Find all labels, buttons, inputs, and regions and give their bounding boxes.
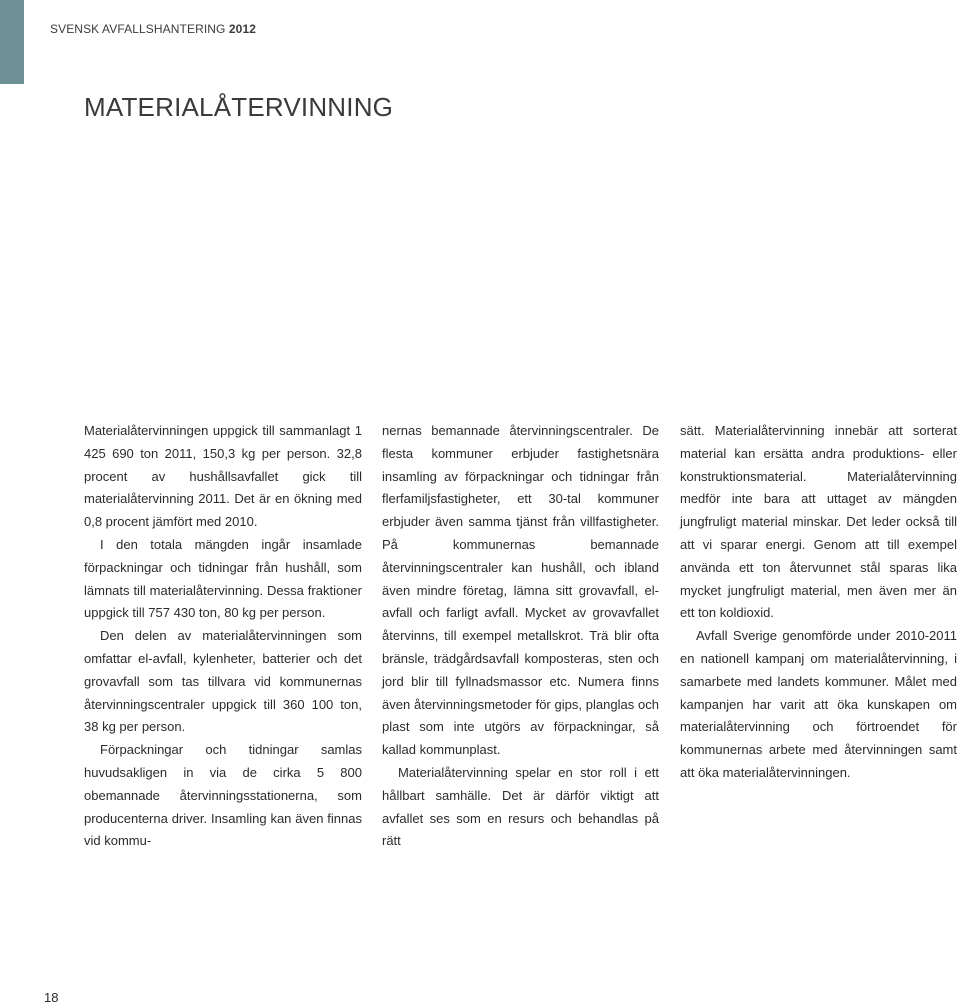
- section-tab-marker: [0, 0, 24, 84]
- text-column-3: [680, 420, 957, 785]
- paragraph: sätt. Materialåtervinning innebär att sorterat material kan ersätta andra produktions- eller konstruktionsmaterial. Materialåtervinning medför inte bara att uttaget av mängden jungfruligt material minskar. Det leder också till att vi sparar energi. Genom att till exempel använda ett ton återvunnet stål sparas lika mycket jungfruligt material, men även mer än ett ton koldioxid.: [680, 423, 957, 621]
- header-year: 2012: [228, 22, 257, 36]
- paragraph: Förpackningar och tidningar samlas huvudsakligen in via de cirka 5 800 obemannade återvinningsstationerna, som producenterna driver. Insamling kan även finnas vid kommu-: [84, 742, 362, 849]
- paragraph: Avfall Sverige genomförde under 2010-2011 en nationell kampanj om materialåtervinning, i samarbete med landets kommuner. Målet med kampanjen har varit att öka kunskapen om materialåtervinning och förtroendet för kommunernas arbete med återvinningen samt att öka materialåtervinningen.: [680, 628, 957, 780]
- header-publication: SVENSK AVFALLSHANTERING: [50, 22, 226, 36]
- text-column-1: [84, 420, 362, 853]
- paragraph: Materialåtervinningen uppgick till sammanlagt 1 425 690 ton 2011, 150,3 kg per person. 32,8 procent av hushållsavfallet gick till materialåtervinning 2011. Det är en ökning med 0,8 procent jämfört med 2010.: [84, 423, 362, 530]
- page-number: 18: [44, 990, 59, 1005]
- paragraph: I den totala mängden ingår insamlade förpackningar och tidningar från hushåll, som lämnats till materialåtervinning. Dessa fraktioner uppgick till 757 430 ton, 80 kg per person.: [84, 536, 362, 621]
- running-header: [50, 22, 256, 36]
- page-title: MATERIALÅTERVINNING: [84, 92, 394, 122]
- paragraph: Materialåtervinning spelar en stor roll i ett hållbart samhälle. Det är därför viktigt att avfallet ses som en resurs och behandlas på rätt: [382, 764, 659, 849]
- paragraph: Den delen av materialåtervinningen som omfattar el-avfall, kylenheter, batterier och det grovavfall som tas tillvara vid kommunernas återvinningscentraler uppgick till 360 100 ton, 38 kg per person.: [84, 628, 362, 735]
- paragraph: nernas bemannade återvinningscentraler. De flesta kommuner erbjuder fastighetsnära insamling av förpackningar och tidningar från flerfamiljsfastigheter, ett 30-tal kommuner erbjuder även samma tjänst från villfastigheter. På kommunernas bemannade återvinningscentraler kan hushåll, och ibland även mindre företag, lämna sitt grovavfall, el-avfall och farligt avfall. Mycket av grovavfallet återvinns, till exempel metallskrot. Trä blir ofta bränsle, trädgårdsavfall komposteras, sten och jord blir till fyllnadsmassor etc. Numera finns även återvinningsmetoder för gips, planglas och plast som inte utgörs av förpackningar, så kallad kommunplast.: [382, 423, 659, 758]
- text-column-2: [382, 420, 659, 853]
